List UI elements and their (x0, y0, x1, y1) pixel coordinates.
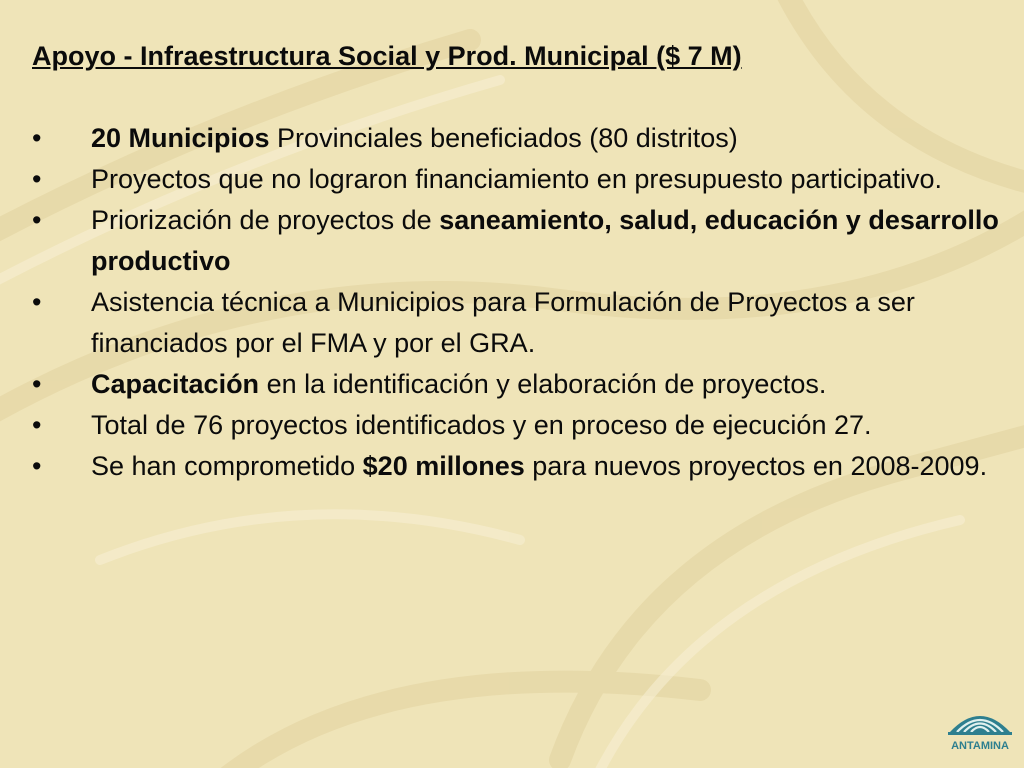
bullet-item (32, 282, 1017, 364)
bullet-text-bold: Capacitación (91, 369, 260, 399)
bullet-marker: • (32, 123, 42, 153)
bullet-item (32, 446, 1017, 487)
bullet-text: en la identificación y elaboración de proyectos. (259, 369, 827, 399)
bullet-marker: • (32, 451, 42, 481)
bullet-text: Se han comprometido (91, 451, 363, 481)
bullet-text-bold: $20 millones (362, 451, 525, 481)
bullet-text: Total de 76 proyectos identificados y en proceso de ejecución 27. (91, 410, 872, 440)
bullet-marker: • (32, 205, 42, 235)
antamina-logo (944, 698, 1016, 756)
bullet-marker: • (32, 164, 42, 194)
bullet-text: para nuevos proyectos en 2008-2009. (524, 451, 988, 481)
bullet-item (32, 159, 1017, 200)
bullet-marker: • (32, 287, 42, 317)
bullet-text: Provinciales beneficiados (80 distritos) (269, 123, 738, 153)
slide-title: Apoyo - Infraestructura Social y Prod. Municipal ($ 7 M) (32, 41, 742, 71)
bullet-list (32, 118, 1017, 487)
bullet-text-bold: 20 Municipios (91, 123, 270, 153)
logo-text: ANTAMINA (951, 740, 1009, 752)
bullet-marker: • (32, 369, 42, 399)
bullet-item (32, 200, 1017, 282)
bullet-item (32, 364, 1017, 405)
bullet-text: Asistencia técnica a Municipios para Formulación de Proyectos a ser financiados por el FMA y por el GRA. (91, 287, 915, 358)
bullet-item (32, 405, 1017, 446)
bullet-item (32, 118, 1017, 159)
bullet-text-bold: saneamiento, salud, educación y desarrollo productivo (91, 205, 999, 276)
bullet-marker: • (32, 410, 42, 440)
bullet-text: Proyectos que no lograron financiamiento en presupuesto participativo. (91, 164, 943, 194)
bullet-text: Priorización de proyectos de (91, 205, 440, 235)
